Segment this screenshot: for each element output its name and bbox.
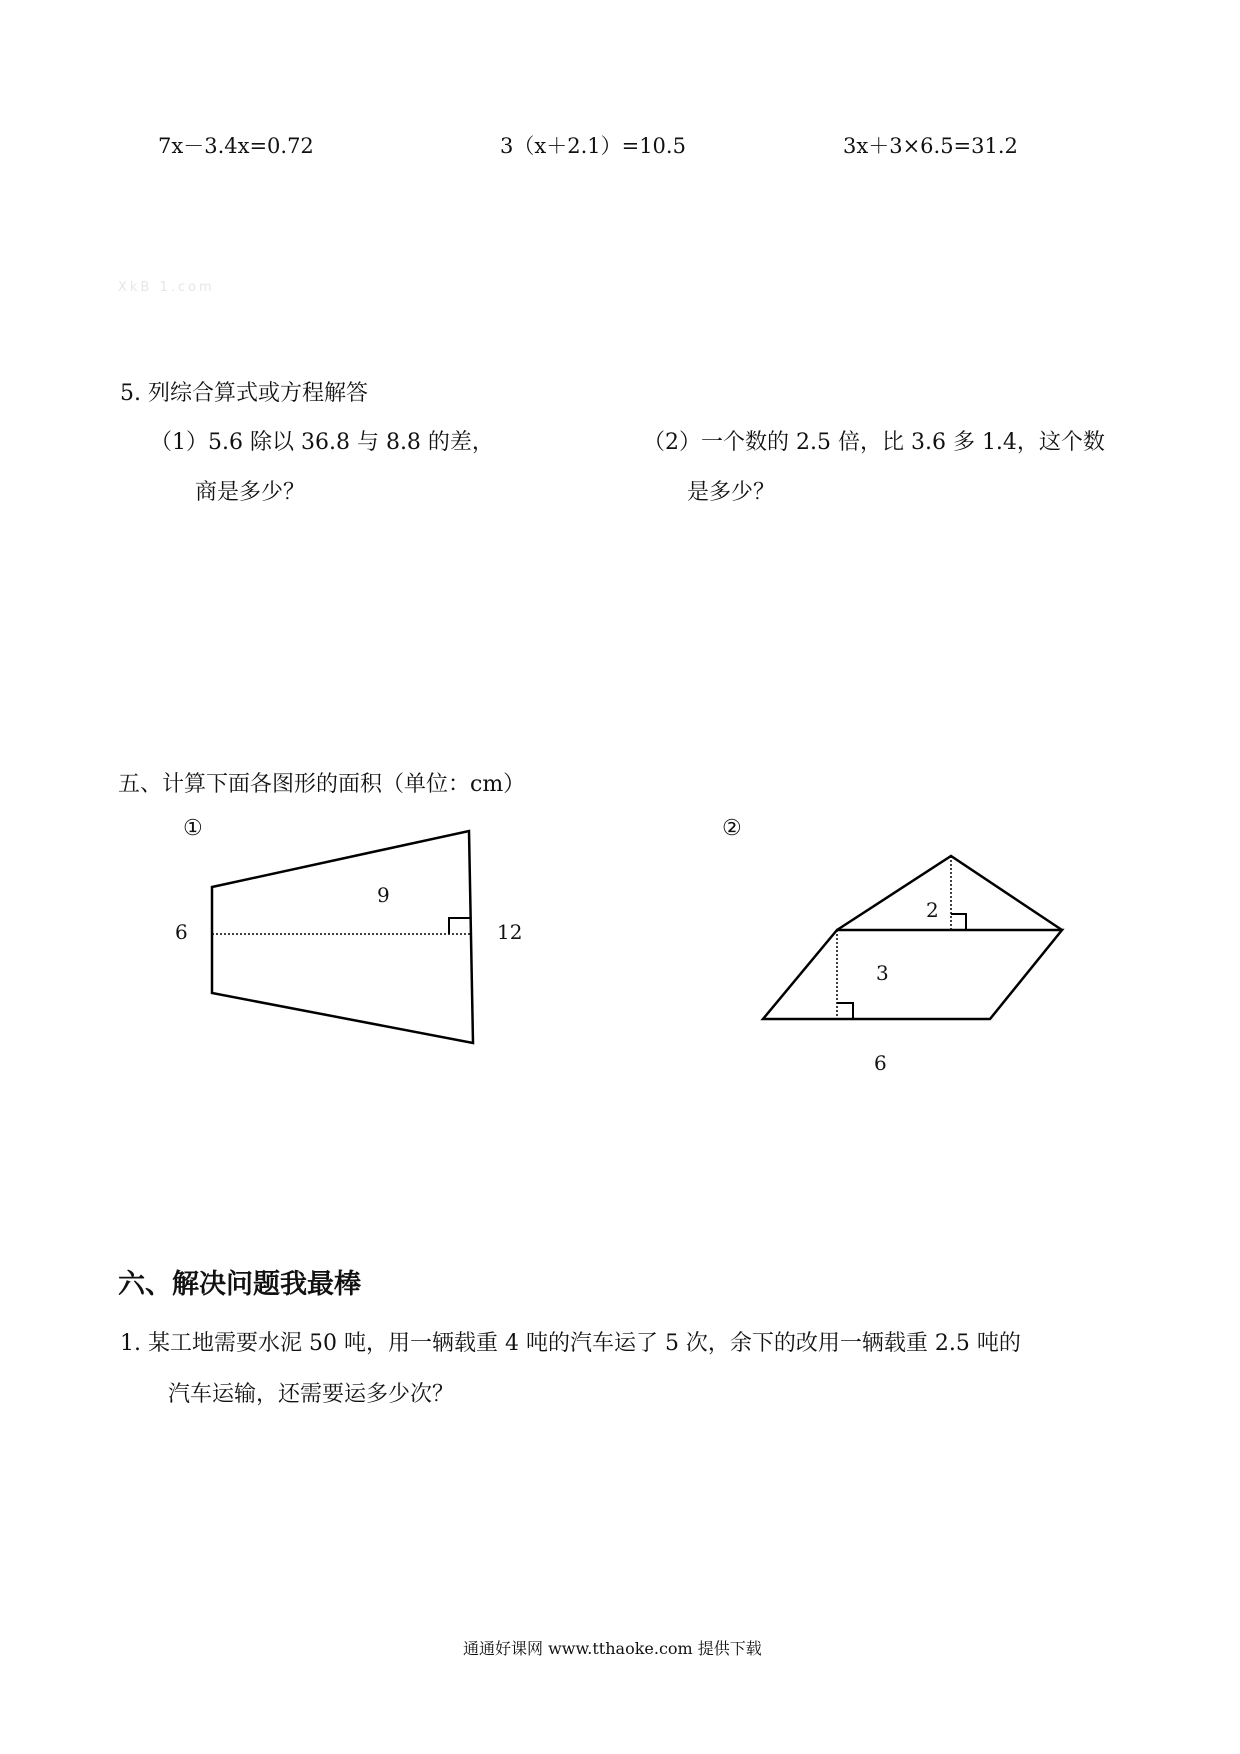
- section-5-title: 五、计算下面各图形的面积（单位：cm）: [118, 772, 526, 797]
- figure-2-parallelogram-height: 3: [876, 961, 889, 985]
- section-6-title: 六、解决问题我最棒: [118, 1269, 361, 1300]
- equation-3: 3x＋3×6.5=31.2: [843, 134, 1018, 158]
- section-6-q1-line2: 汽车运输，还需要运多少次？: [168, 1382, 455, 1407]
- q5-part2-line2: 是多少？: [687, 480, 776, 505]
- figure-2-triangle-height: 2: [926, 898, 939, 922]
- watermark-text: XkB 1.com: [118, 280, 215, 295]
- equation-2: 3（x＋2.1）=10.5: [500, 134, 686, 158]
- figure-2-label: ②: [722, 816, 742, 841]
- q5-title: 5. 列综合算式或方程解答: [120, 381, 368, 406]
- figure-1-left-side: 6: [175, 920, 188, 944]
- equation-1: 7x－3.4x=0.72: [158, 134, 314, 158]
- right-angle-mark-2: [951, 914, 966, 930]
- q5-part1-line1: （1）5.6 除以 36.8 与 8.8 的差，: [150, 430, 494, 455]
- section-6-q1-line1: 1. 某工地需要水泥 50 吨，用一辆载重 4 吨的汽车运了 5 次，余下的改用一辆载重 2.5 吨的: [120, 1331, 1021, 1356]
- q5-part1-line2: 商是多少？: [195, 480, 306, 505]
- figure-1-right-side: 12: [497, 920, 523, 944]
- right-angle-mark-3: [837, 1003, 853, 1019]
- parallelogram-outline: [763, 930, 1062, 1019]
- triangle-outline: [837, 856, 1062, 930]
- figure-1-label: ①: [183, 816, 203, 841]
- figure-2-base: 6: [874, 1051, 887, 1075]
- figure-1-height: 9: [377, 883, 390, 907]
- footer-text: 通通好课网 www.tthaoke.com 提供下载: [463, 1639, 762, 1658]
- q5-part2-line1: （2）一个数的 2.5 倍，比 3.6 多 1.4，这个数: [643, 430, 1105, 455]
